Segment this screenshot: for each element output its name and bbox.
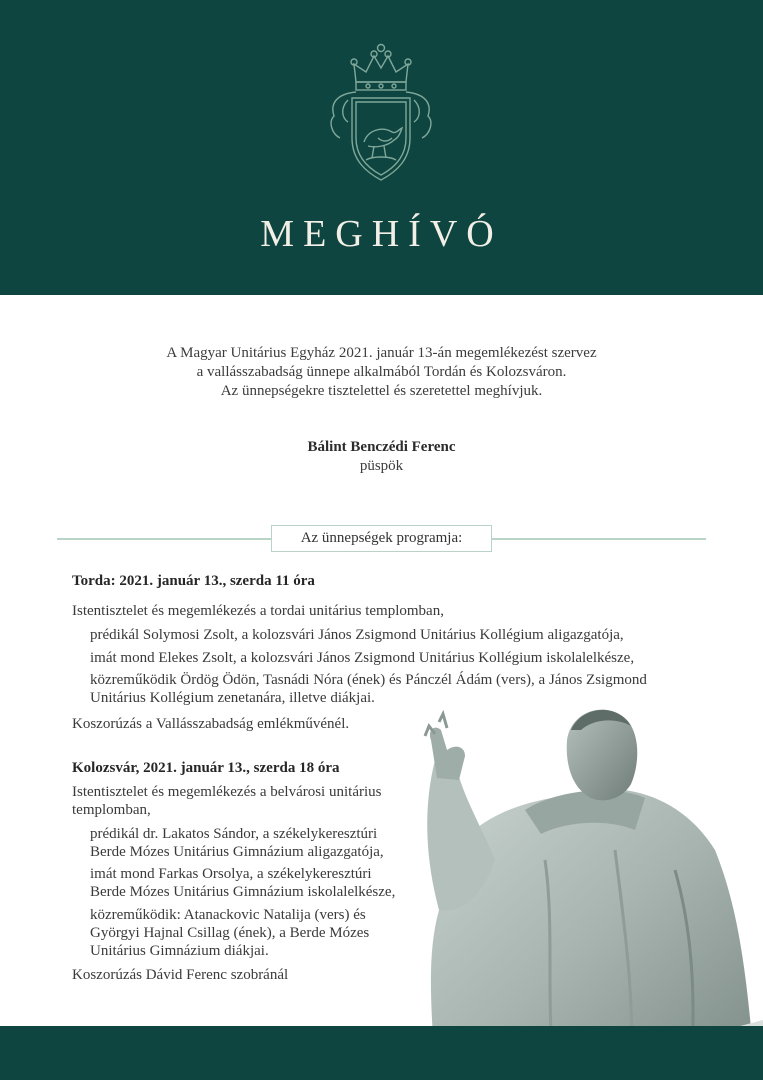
torda-service: Istentisztelet és megemlékezés a tordai unitárius templomban, — [72, 603, 444, 619]
intro-text — [0, 344, 763, 401]
torda-detail: közreműködik Ördög Ödön, Tasnádi Nóra (ének) és Pánczél Ádám (vers), a János Zsigmond — [90, 672, 647, 688]
intro-line: a vallásszabadság ünnepe alkalmából Tordán és Kolozsváron. — [196, 364, 567, 380]
kolozsvar-wreath: Koszorúzás Dávid Ferenc szobránál — [72, 967, 289, 983]
intro-line: A Magyar Unitárius Egyház 2021. január 13-án megemlékezést szervez — [166, 345, 597, 361]
signer-name: Bálint Benczédi Ferenc — [307, 439, 456, 455]
program-label: Az ünnepségek programja: — [271, 525, 492, 552]
kolozsvar-detail: Unitárius Gimnázium diákjai. — [90, 943, 269, 959]
kolozsvar-heading: Kolozsvár, 2021. január 13., szerda 18 óra — [72, 760, 340, 776]
kolozsvar-detail: Berde Mózes Unitárius Gimnázium aligazgatója, — [90, 844, 384, 860]
kolozsvar-detail: közreműködik: Atanackovic Natalija (vers) és — [90, 907, 366, 923]
kolozsvar-detail: Györgyi Hajnal Csillag (ének), a Berde Mózes — [90, 925, 370, 941]
footer-band — [0, 1026, 763, 1080]
unitarian-coat-of-arms-icon — [326, 42, 436, 188]
intro-line: Az ünnepségekre tisztelettel és szeretettel meghívjuk. — [220, 383, 543, 399]
kolozsvar-service: templomban, — [72, 802, 151, 818]
page-title: MEGHÍVÓ — [260, 213, 503, 255]
torda-detail: imát mond Elekes Zsolt, a kolozsvári János Zsigmond Unitárius Kollégium iskolalelkésze, — [90, 650, 635, 666]
torda-wreath: Koszorúzás a Vallásszabadság emlékművénél. — [72, 716, 350, 732]
torda-detail: prédikál Solymosi Zsolt, a kolozsvári János Zsigmond Unitárius Kollégium aligazgatója, — [90, 627, 624, 643]
kolozsvar-service: Istentisztelet és megemlékezés a belvárosi unitárius — [72, 784, 382, 800]
kolozsvar-detail: imát mond Farkas Orsolya, a székelykeresztúri — [90, 866, 372, 882]
header-band — [0, 0, 763, 295]
torda-detail: Unitárius Kollégium zenetanára, illetve diákjai. — [90, 690, 375, 706]
signer-role: püspök — [359, 458, 404, 474]
divider-left — [57, 538, 271, 540]
kolozsvar-detail: prédikál dr. Lakatos Sándor, a székelykeresztúri — [90, 826, 378, 842]
torda-heading: Torda: 2021. január 13., szerda 11 óra — [72, 573, 315, 589]
kolozsvar-detail: Berde Mózes Unitárius Gimnázium iskolalelkésze, — [90, 884, 396, 900]
divider-right — [492, 538, 706, 540]
david-ferenc-statue-image — [395, 700, 763, 1080]
